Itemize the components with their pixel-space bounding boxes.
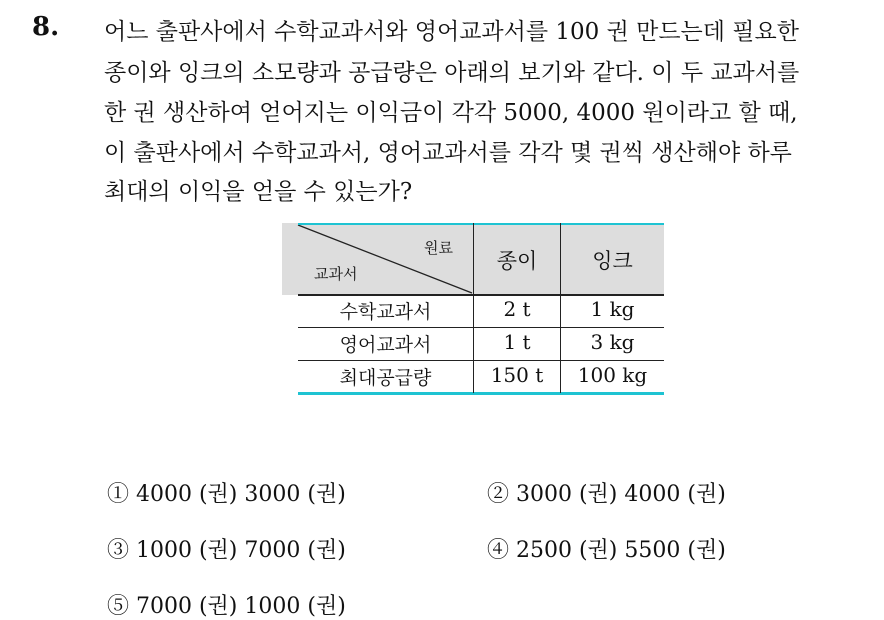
cell-ink: 1 kg (590, 297, 635, 321)
cell-ink: 100 kg (577, 363, 648, 387)
answer-choice-2[interactable]: ② 3000 (권) 4000 (권) (487, 482, 726, 507)
cell-ink: 3 kg (590, 330, 635, 354)
data-table (282, 223, 664, 395)
answer-choice-3[interactable]: ③ 1000 (권) 7000 (권) (107, 538, 346, 563)
column-header-ink: 잉크 (592, 249, 633, 273)
question-line: 종이와 잉크의 소모량과 공급량은 아래의 보기와 같다. 이 두 교과서를 (104, 60, 800, 86)
table-row-divider (298, 360, 664, 361)
row-label: 영어교과서 (339, 334, 432, 356)
table-row-divider (298, 294, 664, 296)
table-bottom-rule (298, 392, 664, 395)
column-header-paper: 종이 (496, 249, 538, 273)
cell-paper: 150 t (490, 363, 544, 387)
question-number: 8. (32, 12, 60, 42)
corner-top-label: 원료 (424, 239, 453, 257)
question-line: 한 권 생산하여 얻어지는 이익금이 각각 5000, 4000 원이라고 할 때, (104, 100, 798, 126)
corner-bottom-label: 교과서 (314, 265, 358, 283)
row-label: 수학교과서 (339, 301, 432, 323)
answer-choice-5[interactable]: ⑤ 7000 (권) 1000 (권) (107, 594, 346, 619)
cell-paper: 1 t (503, 330, 531, 354)
corner-diagonal-line (282, 223, 474, 295)
question-line: 어느 출판사에서 수학교과서와 영어교과서를 100 권 만드는데 필요한 (104, 19, 799, 45)
answer-choice-4[interactable]: ④ 2500 (권) 5500 (권) (487, 538, 726, 563)
answer-choice-1[interactable]: ① 4000 (권) 3000 (권) (107, 482, 346, 507)
cell-paper: 2 t (503, 297, 531, 321)
table-row-divider (298, 327, 664, 328)
question-line: 최대의 이익을 얻을 수 있는가? (104, 179, 413, 205)
row-label: 최대공급량 (339, 367, 432, 389)
table-top-rule (298, 223, 664, 225)
question-line: 이 출판사에서 수학교과서, 영어교과서를 각각 몇 권씩 생산해야 하루 (104, 140, 792, 166)
